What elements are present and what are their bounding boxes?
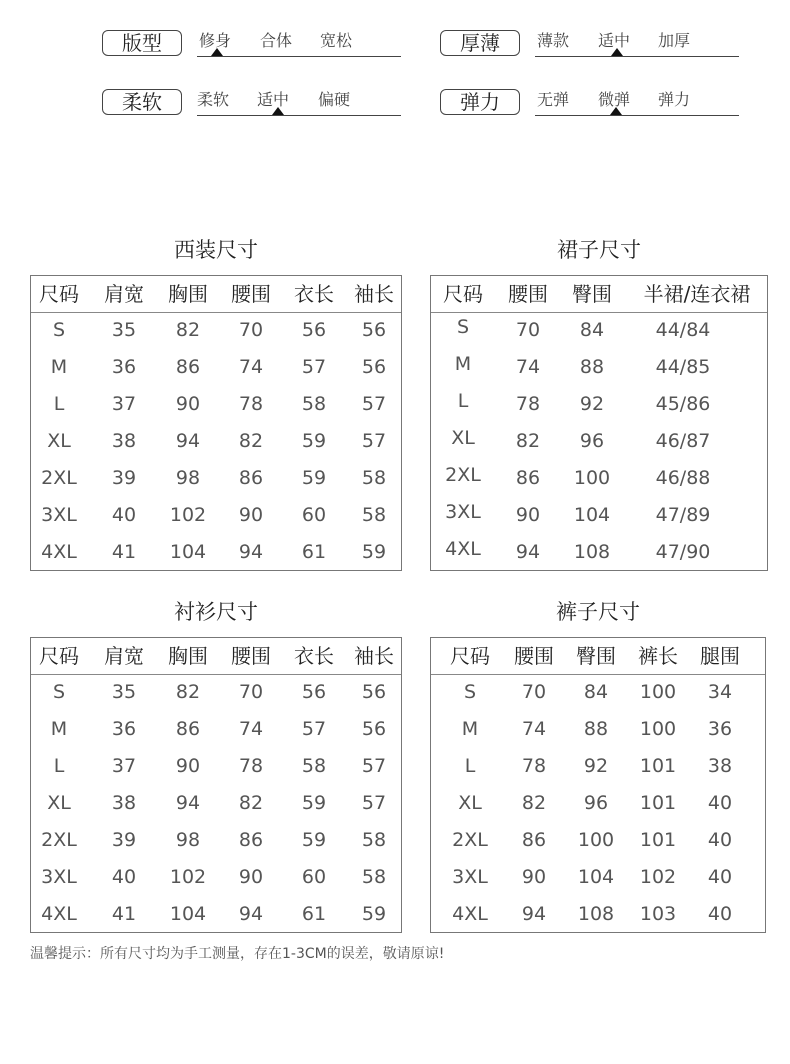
attribute-divider [197,56,401,57]
table-cell: 100 [577,829,615,851]
header-cell: 衣长 [294,282,334,306]
table-cell: 45/86 [655,393,711,415]
table-cell: 36 [111,356,137,378]
table-cell: 90 [521,866,547,888]
attribute-option: 适中 [257,90,290,109]
header-cell: 袖长 [354,644,394,668]
table-cell: 3XL [445,501,481,523]
table-cell: 56 [361,681,387,703]
table-cell: 88 [583,718,609,740]
header-cell: 尺码 [443,282,483,306]
table-cell: 4XL [452,903,488,925]
table-cell: 56 [361,718,387,740]
table-row [31,674,401,711]
table-cell: 41 [111,541,137,563]
header-cell: 胸围 [168,282,208,306]
table-row [431,309,767,346]
selected-marker-icon [611,48,623,56]
header-cell: 腰围 [514,644,554,668]
header-cell: 裤长 [638,644,678,668]
table-cell: 86 [238,467,264,489]
table-cell: 37 [111,755,137,777]
table-cell: 104 [577,866,615,888]
table-cell: 92 [583,755,609,777]
table-cell: L [53,393,65,415]
table-cell: XL [47,430,71,452]
table-cell: 70 [238,681,264,703]
table-cell: S [52,319,66,341]
table-cell: 58 [361,467,387,489]
table-cell: 58 [301,755,327,777]
table-cell: L [457,390,469,412]
table-cell: 90 [238,504,264,526]
header-cell: 胸围 [168,644,208,668]
table-cell: 82 [238,430,264,452]
attribute-option: 宽松 [320,31,353,50]
table-cell: 37 [111,393,137,415]
table-cell: 74 [515,356,541,378]
table-cell: 4XL [41,541,77,563]
table-cell: M [454,353,472,375]
table-cell: S [456,316,470,338]
table-cell: 58 [301,393,327,415]
table-cell: 92 [579,393,605,415]
selected-marker-icon [272,107,284,115]
table-header [31,276,401,313]
table-cell: 98 [175,467,201,489]
table-cell: 86 [175,718,201,740]
header-cell: 腰围 [231,282,271,306]
table-row [31,859,401,896]
table-row [431,711,765,748]
table-cell: 38 [111,430,137,452]
table-cell: 60 [301,504,327,526]
table-cell: M [461,718,479,740]
pants-size-title: 裤子尺寸 [556,600,640,624]
table-cell: 100 [639,718,677,740]
table-cell: 82 [175,319,201,341]
table-cell: 2XL [445,464,481,486]
table-cell: L [464,755,476,777]
table-cell: 59 [301,467,327,489]
table-cell: 59 [361,541,387,563]
table-row [31,748,401,785]
header-cell: 尺码 [450,644,490,668]
selected-marker-icon [211,48,223,56]
attribute-label: 厚薄 [440,30,520,56]
table-cell: 3XL [41,866,77,888]
table-cell: 40 [707,829,733,851]
table-cell: 74 [238,718,264,740]
table-cell: 57 [361,393,387,415]
table-cell: 96 [583,792,609,814]
table-cell: 102 [639,866,677,888]
attribute-thickness [440,30,740,60]
table-cell: XL [458,792,482,814]
table-cell: 90 [175,755,201,777]
table-cell: 82 [175,681,201,703]
header-cell: 腰围 [508,282,548,306]
table-cell: 78 [521,755,547,777]
table-cell: 104 [573,504,611,526]
attribute-divider [535,115,739,116]
table-cell: 84 [583,681,609,703]
table-row [431,896,765,933]
table-cell: 102 [169,504,207,526]
table-row [31,534,401,571]
table-cell: 90 [238,866,264,888]
attribute-label: 柔软 [102,89,182,115]
table-cell: 86 [521,829,547,851]
table-cell: 104 [169,903,207,925]
table-cell: 38 [111,792,137,814]
table-cell: 108 [573,541,611,563]
table-row [431,859,765,896]
attribute-option: 合体 [260,31,293,50]
table-cell: 70 [521,681,547,703]
table-row [31,822,401,859]
header-cell: 袖长 [354,282,394,306]
table-cell: 70 [238,319,264,341]
table-cell: 103 [639,903,677,925]
table-cell: XL [451,427,475,449]
table-cell: 59 [301,792,327,814]
table-cell: S [52,681,66,703]
table-row [31,896,401,933]
table-header [31,638,401,675]
table-cell: 61 [301,541,327,563]
table-cell: 101 [639,755,677,777]
table-cell: 41 [111,903,137,925]
suit-size-title: 西装尺寸 [174,238,258,262]
table-cell: 35 [111,319,137,341]
attribute-option: 加厚 [658,31,691,50]
table-cell: 34 [707,681,733,703]
table-cell: 74 [521,718,547,740]
table-cell: 84 [579,319,605,341]
table-cell: 82 [515,430,541,452]
table-cell: 2XL [452,829,488,851]
table-cell: 90 [175,393,201,415]
header-cell: 肩宽 [104,644,144,668]
table-cell: 94 [238,541,264,563]
table-cell: 70 [515,319,541,341]
attribute-option: 微弹 [598,90,631,109]
attribute-label: 版型 [102,30,182,56]
table-cell: M [50,718,68,740]
table-cell: 59 [301,829,327,851]
header-cell: 臀围 [576,644,616,668]
shirt-size-table [30,637,402,933]
skirt-size-title: 裙子尺寸 [557,238,641,262]
shirt-size-title: 衬衫尺寸 [174,600,258,624]
table-cell: 59 [361,903,387,925]
table-cell: 58 [361,866,387,888]
table-cell: 90 [515,504,541,526]
table-cell: XL [47,792,71,814]
attribute-option: 偏硬 [318,90,351,109]
table-cell: 35 [111,681,137,703]
table-cell: 57 [301,718,327,740]
table-cell: 47/90 [655,541,711,563]
suit-size-table [30,275,402,571]
table-row [431,494,767,531]
table-row [31,312,401,349]
table-row [431,383,767,420]
header-cell: 肩宽 [104,282,144,306]
table-row [431,346,767,383]
table-cell: 44/84 [655,319,711,341]
table-cell: 57 [301,356,327,378]
table-cell: 39 [111,467,137,489]
table-cell: 44/85 [655,356,711,378]
table-cell: 36 [707,718,733,740]
table-cell: 39 [111,829,137,851]
measurement-note: 温馨提示：所有尺寸均为手工测量，存在1-3CM的误差，敬请原谅! [30,946,445,962]
table-cell: S [463,681,477,703]
table-cell: 57 [361,792,387,814]
table-cell: 56 [301,681,327,703]
table-cell: 94 [521,903,547,925]
table-row [31,423,401,460]
table-row [431,674,765,711]
table-cell: 94 [238,903,264,925]
table-cell: 96 [579,430,605,452]
table-row [431,531,767,568]
table-cell: 3XL [41,504,77,526]
table-cell: 101 [639,792,677,814]
table-row [431,748,765,785]
table-row [431,457,767,494]
header-cell: 尺码 [39,644,79,668]
table-cell: 74 [238,356,264,378]
table-cell: 36 [111,718,137,740]
table-cell: 108 [577,903,615,925]
attribute-option: 无弹 [537,90,570,109]
header-cell: 尺码 [39,282,79,306]
table-row [31,460,401,497]
pants-size-table [430,637,766,933]
attribute-option: 薄款 [537,31,570,50]
table-cell: 58 [361,829,387,851]
skirt-size-table [430,275,768,571]
table-cell: 104 [169,541,207,563]
selected-marker-icon [610,107,622,115]
table-row [31,497,401,534]
table-cell: 101 [639,829,677,851]
attribute-option: 弹力 [658,90,691,109]
header-cell: 腰围 [231,644,271,668]
table-cell: 40 [707,866,733,888]
table-cell: 38 [707,755,733,777]
table-cell: 40 [707,792,733,814]
table-cell: 100 [573,467,611,489]
table-cell: 88 [579,356,605,378]
table-cell: 102 [169,866,207,888]
table-cell: 78 [238,755,264,777]
table-row [31,711,401,748]
table-cell: 100 [639,681,677,703]
table-cell: 98 [175,829,201,851]
table-cell: 2XL [41,467,77,489]
table-cell: 59 [301,430,327,452]
attribute-softness [102,89,402,119]
table-header [431,276,767,313]
table-cell: 78 [515,393,541,415]
table-cell: 3XL [452,866,488,888]
table-cell: 56 [301,319,327,341]
attribute-fit [102,30,402,60]
table-cell: 94 [175,792,201,814]
attribute-option: 柔软 [197,90,230,109]
table-row [431,822,765,859]
header-cell: 衣长 [294,644,334,668]
table-cell: 57 [361,755,387,777]
attribute-elasticity [440,89,740,119]
table-cell: 57 [361,430,387,452]
table-cell: 40 [707,903,733,925]
table-cell: 82 [521,792,547,814]
table-row [31,785,401,822]
table-cell: 86 [515,467,541,489]
table-cell: 61 [301,903,327,925]
attribute-label: 弹力 [440,89,520,115]
table-cell: 46/87 [655,430,711,452]
attribute-divider [197,115,401,116]
table-cell: M [50,356,68,378]
table-header [431,638,765,675]
table-cell: 56 [361,319,387,341]
table-cell: 94 [515,541,541,563]
table-cell: 46/88 [655,467,711,489]
table-cell: 86 [175,356,201,378]
header-cell: 半裙/连衣裙 [643,282,751,306]
table-cell: 40 [111,504,137,526]
table-row [431,785,765,822]
table-cell: 78 [238,393,264,415]
table-cell: 40 [111,866,137,888]
table-cell: 86 [238,829,264,851]
table-row [31,349,401,386]
table-cell: L [53,755,65,777]
table-row [31,386,401,423]
table-cell: 58 [361,504,387,526]
attribute-option: 修身 [199,31,232,50]
table-cell: 56 [361,356,387,378]
table-cell: 4XL [445,538,481,560]
attribute-option: 适中 [598,31,631,50]
attribute-divider [535,56,739,57]
table-cell: 94 [175,430,201,452]
table-cell: 4XL [41,903,77,925]
table-cell: 60 [301,866,327,888]
table-cell: 47/89 [655,504,711,526]
header-cell: 臀围 [572,282,612,306]
table-cell: 2XL [41,829,77,851]
table-row [431,420,767,457]
table-cell: 82 [238,792,264,814]
header-cell: 腿围 [700,644,740,668]
